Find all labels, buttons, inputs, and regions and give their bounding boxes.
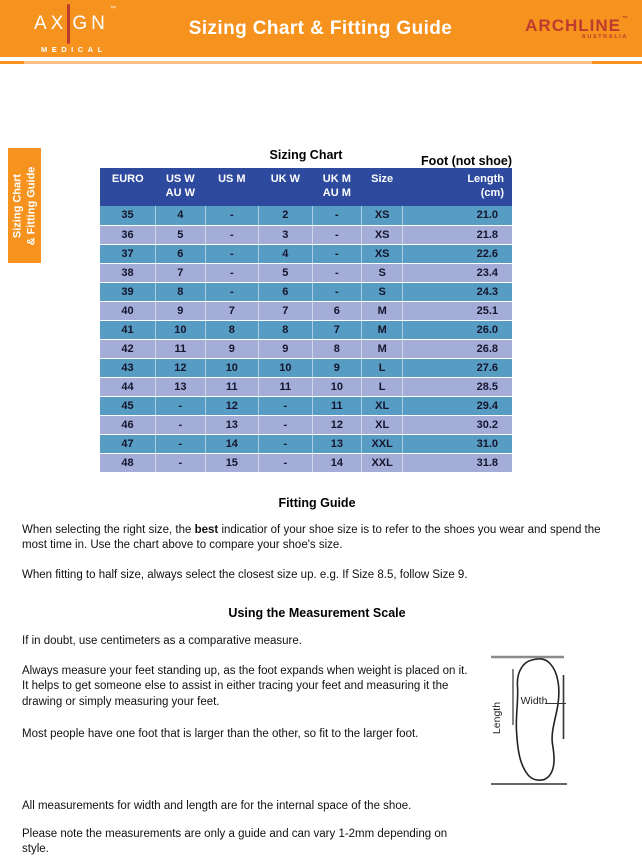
cell-euro: 37 — [100, 244, 156, 263]
measurement-paragraph-5: Please note the measurements are only a guide and can vary 1-2mm depending on style. — [22, 827, 477, 857]
cell-size: XS — [362, 225, 403, 244]
cell-uk_m: 8 — [312, 339, 361, 358]
cell-euro: 39 — [100, 282, 156, 301]
foot-not-shoe-label: Foot (not shoe) — [421, 154, 512, 168]
cell-length_cm: 30.2 — [403, 415, 512, 434]
measurement-paragraph-4: All measurements for width and length are for the internal space of the shoe. — [22, 799, 612, 814]
cell-size: XL — [362, 396, 403, 415]
cell-uk_m: 9 — [312, 358, 361, 377]
cell-euro: 35 — [100, 206, 156, 225]
measurement-paragraph-3: Most people have one foot that is larger than the other, so fit to the larger foot. — [22, 727, 492, 742]
length-label: Length — [491, 702, 503, 734]
table-row — [100, 320, 512, 339]
table-row — [100, 225, 512, 244]
cell-size: L — [362, 377, 403, 396]
divider-rule — [0, 61, 642, 64]
col-euro: EURO — [100, 168, 156, 206]
cell-size: XXL — [362, 434, 403, 453]
cell-uk_m: 10 — [312, 377, 361, 396]
cell-size: XXL — [362, 453, 403, 472]
cell-us_w: - — [156, 415, 205, 434]
axign-logo — [34, 4, 116, 54]
table-row — [100, 396, 512, 415]
cell-uk_w: 2 — [259, 206, 313, 225]
cell-us_m: 11 — [205, 377, 259, 396]
cell-size: XL — [362, 415, 403, 434]
cell-uk_w: 7 — [259, 301, 313, 320]
cell-us_m: 10 — [205, 358, 259, 377]
cell-us_m: 14 — [205, 434, 259, 453]
archline-wordmark — [525, 17, 628, 34]
cell-us_w: 11 — [156, 339, 205, 358]
cell-size: M — [362, 301, 403, 320]
cell-uk_m: 12 — [312, 415, 361, 434]
cell-length_cm: 26.8 — [403, 339, 512, 358]
cell-us_w: 5 — [156, 225, 205, 244]
cell-size: S — [362, 263, 403, 282]
cell-us_m: - — [205, 282, 259, 301]
table-row — [100, 358, 512, 377]
cell-uk_w: 3 — [259, 225, 313, 244]
cell-uk_m: 7 — [312, 320, 361, 339]
cell-euro: 47 — [100, 434, 156, 453]
col-size: Size — [362, 168, 403, 206]
axign-wordmark — [34, 4, 116, 44]
side-tab-line1: Sizing Chart — [11, 166, 25, 245]
cell-uk_m: - — [312, 263, 361, 282]
foot-measurement-diagram — [486, 646, 640, 798]
cell-size: L — [362, 358, 403, 377]
table-row — [100, 263, 512, 282]
measurement-scale-title: Using the Measurement Scale — [22, 605, 612, 622]
archline-australia-label: AUSTRALIA — [525, 35, 628, 41]
cell-euro: 41 — [100, 320, 156, 339]
cell-length_cm: 23.4 — [403, 263, 512, 282]
cell-uk_m: - — [312, 282, 361, 301]
cell-us_m: - — [205, 244, 259, 263]
cell-uk_w: - — [259, 434, 313, 453]
table-row — [100, 377, 512, 396]
cell-uk_m: - — [312, 206, 361, 225]
cell-us_m: 9 — [205, 339, 259, 358]
cell-uk_w: 8 — [259, 320, 313, 339]
cell-euro: 43 — [100, 358, 156, 377]
col-uk-m: UK M AU M — [312, 168, 361, 206]
foot-outline — [516, 659, 559, 780]
cell-length_cm: 25.1 — [403, 301, 512, 320]
cell-length_cm: 31.0 — [403, 434, 512, 453]
cell-length_cm: 29.4 — [403, 396, 512, 415]
side-tab-line2: & Fitting Guide — [25, 166, 39, 245]
cell-us_w: 9 — [156, 301, 205, 320]
cell-us_w: 6 — [156, 244, 205, 263]
cell-us_w: 13 — [156, 377, 205, 396]
trademark-symbol: ™ — [110, 6, 116, 12]
cell-size: XS — [362, 206, 403, 225]
cell-length_cm: 21.8 — [403, 225, 512, 244]
cell-uk_m: - — [312, 244, 361, 263]
cell-us_m: 15 — [205, 453, 259, 472]
table-row — [100, 339, 512, 358]
cell-length_cm: 28.5 — [403, 377, 512, 396]
cell-uk_m: 6 — [312, 301, 361, 320]
width-label: Width — [521, 695, 548, 707]
cell-us_w: 12 — [156, 358, 205, 377]
cell-uk_w: 4 — [259, 244, 313, 263]
cell-uk_w: - — [259, 415, 313, 434]
measurement-paragraph-1: If in doubt, use centimeters as a comparative measure. — [22, 634, 612, 649]
cell-euro: 44 — [100, 377, 156, 396]
page-title: Sizing Chart & Fitting Guide — [189, 18, 452, 40]
cell-us_m: 12 — [205, 396, 259, 415]
cell-us_m: 13 — [205, 415, 259, 434]
cell-size: M — [362, 320, 403, 339]
side-tab-label — [11, 166, 39, 245]
cell-us_m: - — [205, 206, 259, 225]
col-us-w: US W AU W — [156, 168, 205, 206]
fitting-guide-paragraph-2: When fitting to half size, always select the closest size up. e.g. If Size 8.5, follow Size 9. — [22, 568, 612, 583]
cell-uk_w: 11 — [259, 377, 313, 396]
cell-uk_m: 14 — [312, 453, 361, 472]
cell-size: XS — [362, 244, 403, 263]
cell-us_w: - — [156, 434, 205, 453]
cell-us_w: 7 — [156, 263, 205, 282]
col-length: Length (cm) — [403, 168, 512, 206]
col-uk-w: UK W — [259, 168, 313, 206]
table-row — [100, 301, 512, 320]
axign-brushstroke-icon — [67, 4, 70, 44]
cell-uk_m: - — [312, 225, 361, 244]
cell-euro: 45 — [100, 396, 156, 415]
cell-euro: 38 — [100, 263, 156, 282]
cell-us_m: - — [205, 225, 259, 244]
sizing-chart-section — [100, 142, 512, 473]
fitting-guide-title: Fitting Guide — [22, 495, 612, 512]
cell-length_cm: 21.0 — [403, 206, 512, 225]
cell-size: M — [362, 339, 403, 358]
cell-us_m: 7 — [205, 301, 259, 320]
sizing-table-header — [100, 168, 512, 206]
cell-uk_w: 10 — [259, 358, 313, 377]
measurement-paragraph-2: Always measure your feet standing up, as the foot expands when weight is placed on it. It helps to get someone else to assist in either tracing your feet and measuring it the drawing or simply measuring your feet. — [22, 664, 477, 710]
cell-euro: 36 — [100, 225, 156, 244]
table-row — [100, 206, 512, 225]
sizing-table — [100, 168, 512, 473]
cell-uk_w: 5 — [259, 263, 313, 282]
cell-uk_m: 13 — [312, 434, 361, 453]
archline-logo — [525, 17, 628, 41]
cell-length_cm: 22.6 — [403, 244, 512, 263]
axign-medical-label: MEDICAL — [34, 46, 116, 54]
cell-us_w: - — [156, 453, 205, 472]
table-row — [100, 434, 512, 453]
cell-us_m: 8 — [205, 320, 259, 339]
cell-us_w: 10 — [156, 320, 205, 339]
cell-us_m: - — [205, 263, 259, 282]
trademark-symbol: ™ — [622, 16, 628, 22]
cell-euro: 42 — [100, 339, 156, 358]
chart-titles-row — [100, 142, 512, 168]
cell-euro: 48 — [100, 453, 156, 472]
table-row — [100, 415, 512, 434]
header-row — [100, 168, 512, 206]
table-row — [100, 282, 512, 301]
cell-size: S — [362, 282, 403, 301]
cell-us_w: - — [156, 396, 205, 415]
table-row — [100, 244, 512, 263]
cell-length_cm: 26.0 — [403, 320, 512, 339]
cell-us_w: 4 — [156, 206, 205, 225]
fitting-guide-paragraph-1: When selecting the right size, the best indicatior of your shoe size is to refer to the shoes you wear and spend the most time in. Use the chart above to compare your shoe's size. — [22, 523, 610, 553]
header-banner — [0, 0, 642, 57]
sizing-table-body — [100, 206, 512, 472]
axign-text-left: AX — [34, 14, 67, 33]
side-tab — [8, 148, 41, 263]
best-emphasis: best — [195, 524, 219, 536]
cell-us_w: 8 — [156, 282, 205, 301]
sizing-chart-title: Sizing Chart — [100, 148, 512, 162]
cell-uk_w: 9 — [259, 339, 313, 358]
col-us-m: US M — [205, 168, 259, 206]
table-row — [100, 453, 512, 472]
archline-text: ARCHLINE — [525, 17, 621, 34]
cell-uk_m: 11 — [312, 396, 361, 415]
cell-length_cm: 27.6 — [403, 358, 512, 377]
axign-text-right: GN — [72, 14, 109, 33]
cell-uk_w: 6 — [259, 282, 313, 301]
cell-length_cm: 24.3 — [403, 282, 512, 301]
cell-euro: 40 — [100, 301, 156, 320]
cell-uk_w: - — [259, 396, 313, 415]
cell-uk_w: - — [259, 453, 313, 472]
cell-euro: 46 — [100, 415, 156, 434]
cell-length_cm: 31.8 — [403, 453, 512, 472]
